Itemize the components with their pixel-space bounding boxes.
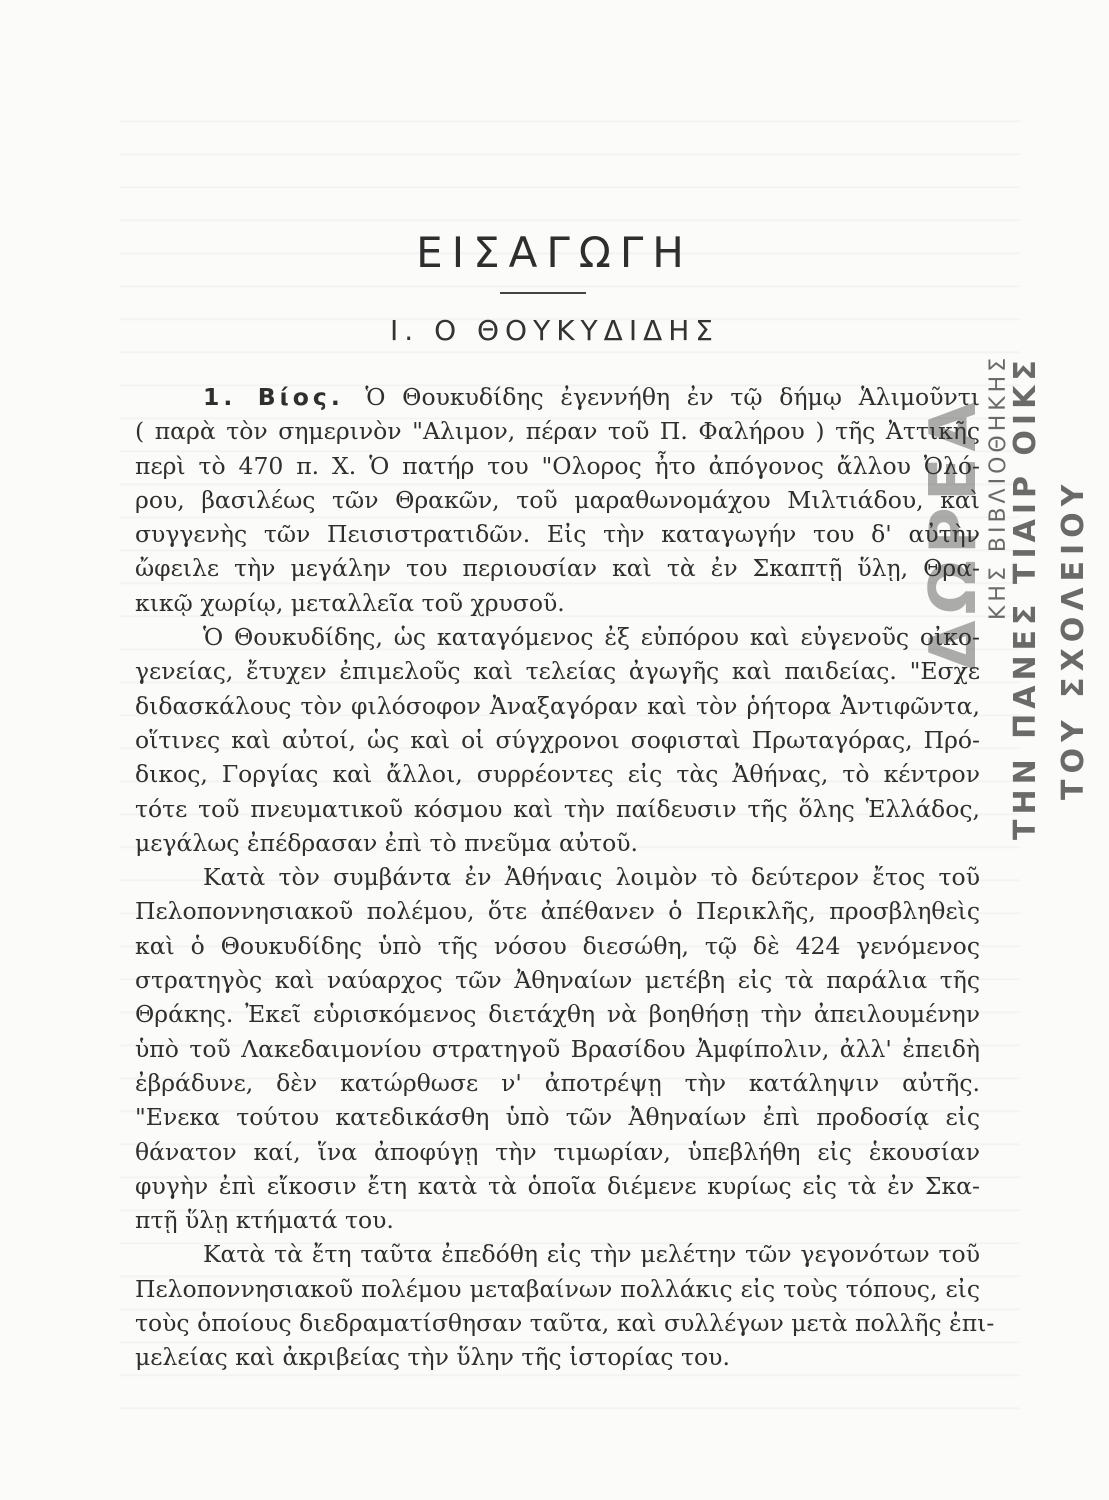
line-text: ρου, βασιλέως τῶν Θρακῶν, τοῦ μαραθωνομάχου Μιλτιάδου, καὶ <box>135 485 980 514</box>
line-text: καὶ ὁ Θουκυδίδης ὑπὸ τῆς νόσου διεσώθη, τῷ δὲ 424 γενόμενος <box>135 931 980 960</box>
paragraph <box>135 620 980 860</box>
text-line <box>135 792 980 826</box>
text-line <box>135 1066 980 1100</box>
page-title: ΕΙΣΑΓΩΓΗ <box>416 228 693 277</box>
line-text: ὑπὸ τοῦ Λακεδαιμονίου στρατηγοῦ Βρασίδου Ἀμφίπολιν, ἀλλ' ἐπειδὴ <box>135 1034 980 1063</box>
line-text: ὤφειλε τὴν μεγάλην του περιουσίαν καὶ τὰ ἐν Σκαπτῇ ὕλῃ, Θρα- <box>135 554 980 583</box>
line-text: ( παρὰ τὸν σημερινὸν "Αλιμον, πέραν τοῦ Π. Φαλήρου ) τῆς Ἀττικῆς <box>135 417 980 446</box>
text-line <box>135 483 980 517</box>
text-line <box>135 1100 980 1134</box>
text-line <box>135 1306 995 1340</box>
line-text: περὶ τὸ 470 π. Χ. Ὁ πατήρ του "Ολορος ἦτο ἀπόγονος ἄλλου Ὀλό- <box>135 451 980 480</box>
paragraph <box>135 860 980 1237</box>
line-text: μελείας καὶ ἀκριβείας τὴν ὕλην τῆς ἱστορίας του. <box>135 1343 730 1372</box>
text-line <box>135 380 980 414</box>
line-text: Ὁ Θουκυδίδης ἐγεννήθη ἐν τῷ δήμῳ Ἁλιμοῦντι <box>365 383 980 411</box>
text-line <box>135 551 980 585</box>
text-line <box>135 654 980 688</box>
line-text: πτῇ ὕλῃ κτήματά του. <box>135 1206 394 1235</box>
section-heading: 1. Βίος. <box>203 383 366 411</box>
line-text: "Ενεκα τούτου κατεδικάσθη ὑπὸ τῶν Ἀθηναίων ἐπὶ προδοσίᾳ εἰς <box>135 1103 980 1132</box>
line-text: Κατὰ τὰ ἔτη ταῦτα ἐπεδόθη εἰς τὴν μελέτην τῶν γεγονότων τοῦ <box>203 1240 980 1269</box>
line-text: Θράκης. Ἐκεῖ εὑρισκόμενος διετάχθη νὰ βοηθήσῃ τὴν ἀπειλουμένην <box>135 1000 980 1029</box>
text-line <box>135 414 980 448</box>
text-line <box>135 1203 980 1237</box>
stamp-text: ΔΩΡΕΑ <box>917 395 991 670</box>
text-line <box>135 826 980 860</box>
line-text: δικος, Γοργίας καὶ ἄλλοι, συρρέοντες εἰς τὰς Ἀθήνας, τὸ κέντρον <box>135 760 980 789</box>
line-text: κικῷ χωρίῳ, μεταλλεῖα τοῦ χρυσοῦ. <box>135 588 565 617</box>
chapter-heading: Ι. Ο ΘΟΥΚΥΔΙΔΗΣ <box>390 314 719 347</box>
line-text: Ὁ Θουκυδίδης, ὡς καταγόμενος ἐξ εὐπόρου καὶ εὐγενοῦς οἰκο- <box>203 623 980 652</box>
line-text: Πελοποννησιακοῦ πολέμου μεταβαίνων πολλάκις εἰς τοὺς τόπους, εἰς <box>135 1274 980 1303</box>
line-text: στρατηγὸς καὶ ναύαρχος τῶν Ἀθηναίων μετέβη εἰς τὰ παράλια τῆς <box>135 966 980 995</box>
line-text: Κατὰ τὸν συμβάντα ἐν Ἀθήναις λοιμὸν τὸ δεύτερον ἔτος τοῦ <box>203 863 980 892</box>
text-line <box>135 1032 980 1066</box>
line-text: τότε τοῦ πνευματικοῦ κόσμου καὶ τὴν παίδευσιν τῆς ὅλης Ἑλλάδος, <box>135 794 980 823</box>
text-line <box>135 689 980 723</box>
text-line <box>135 1169 980 1203</box>
line-text: Πελοποννησιακοῦ πολέμου, ὅτε ἀπέθανεν ὁ Περικλῆς, προσβληθεὶς <box>135 897 980 926</box>
paragraph <box>135 1237 995 1374</box>
line-text: φυγὴν ἐπὶ εἴκοσιν ἔτη κατὰ τὰ ὁποῖα διέμενε κυρίως εἰς τὰ ἐν Σκα- <box>135 1171 980 1200</box>
text-line <box>135 929 980 963</box>
text-line <box>135 1237 980 1271</box>
text-line <box>135 1272 980 1306</box>
text-line <box>135 449 980 483</box>
line-text: συγγενὴς τῶν Πεισιστρατιδῶν. Εἰς τὴν καταγωγήν του δ' αὐτὴν <box>135 520 980 549</box>
paragraph <box>135 380 980 620</box>
title-divider <box>500 292 586 294</box>
line-text: τοὺς ὁποίους διεδραματίσθησαν ταῦτα, καὶ συλλέγων μετὰ πολλῆς ἐπι- <box>135 1309 995 1338</box>
body-text <box>135 380 995 1375</box>
line-text: διδασκάλους τὸν φιλόσοφον Ἀναξαγόραν καὶ τὸν ῥήτορα Ἀντιφῶντα, <box>135 691 980 720</box>
stamp-text: ΤΗΝ ΠΑΝΕΣ ΤΙΑΙΡ ΟΙΚΣ <box>1008 355 1043 840</box>
text-line <box>135 1340 980 1374</box>
line-text: μεγάλως ἐπέδρασαν ἐπὶ τὸ πνεῦμα αὐτοῦ. <box>135 828 639 857</box>
line-text: γενείας, ἔτυχεν ἐπιμελοῦς καὶ τελείας ἀγωγῆς καὶ παιδείας. "Εσχε <box>135 657 980 686</box>
text-line <box>135 894 980 928</box>
line-text: οἵτινες καὶ αὐτοί, ὡς καὶ οἱ σύγχρονοι σοφισταὶ Πρωταγόρας, Πρό- <box>135 725 980 754</box>
text-line <box>135 997 980 1031</box>
text-line <box>135 860 980 894</box>
text-line <box>135 723 980 757</box>
text-line <box>135 963 980 997</box>
text-line <box>135 1135 980 1169</box>
stamp-text: ΤΟΥ ΣΧΟΛΕΙΟΥ <box>1056 478 1091 800</box>
line-text: θάνατον καί, ἵνα ἀποφύγῃ τὴν τιμωρίαν, ὑπεβλήθη εἰς ἑκουσίαν <box>135 1137 980 1166</box>
text-line <box>135 620 980 654</box>
stamp-text: ΚΗΣ ΒΙΒΛΙΟΘΗΚΗΣ <box>986 353 1011 620</box>
text-line <box>135 517 980 551</box>
text-line <box>135 757 980 791</box>
text-line <box>135 586 980 620</box>
line-text: ἐβράδυνε, δὲν κατώρθωσε ν' ἀποτρέψῃ τὴν κατάληψιν αὐτῆς. <box>135 1068 980 1097</box>
